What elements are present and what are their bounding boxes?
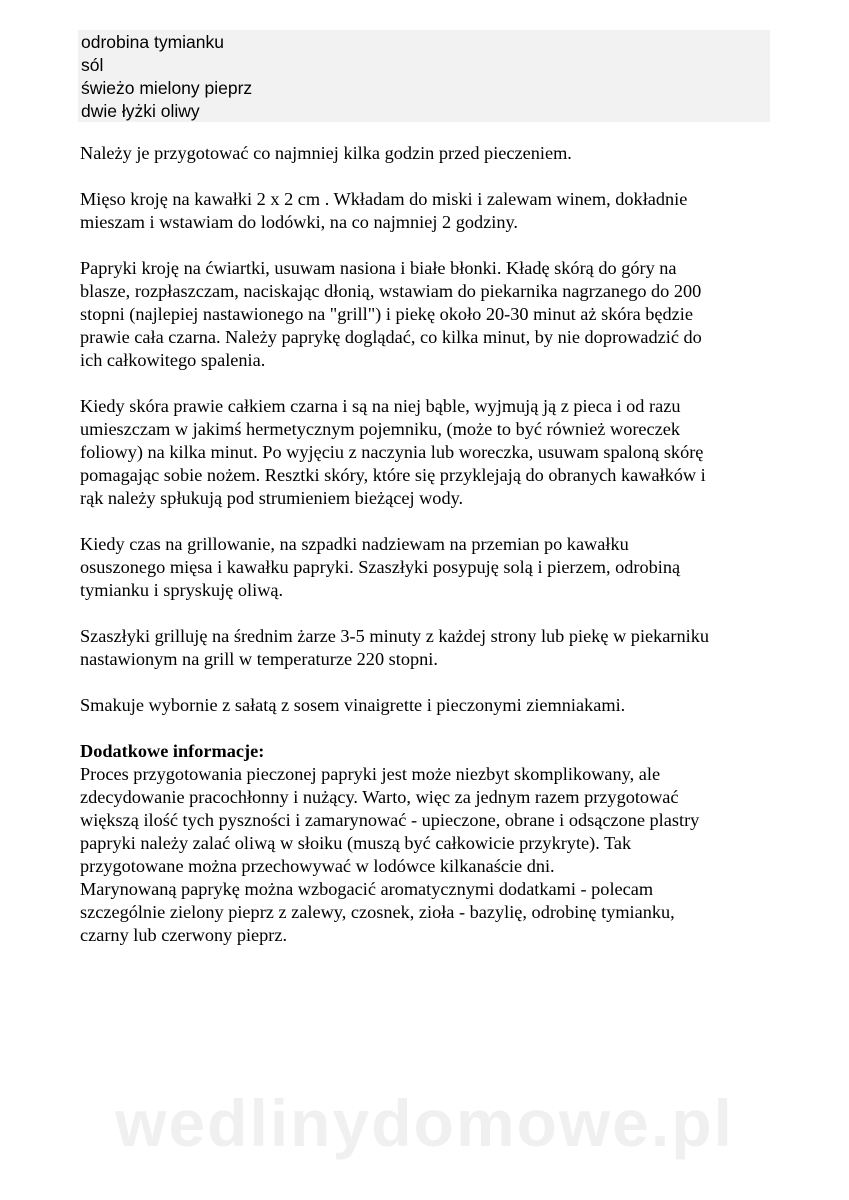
additional-info: Dodatkowe informacje: Proces przygotowania pieczonej papryki jest może niezbyt skomplikowany, ale zdecydowanie pracochłonny i nużący. Warto, więc za jednym razem przygotować większą ilość tych pyszności i zamarynować - upieczone, obrane i odsączone plastry papryki należy zalać oliwą w słoiku (muszą być całkowicie przykryte). Tak przygotowane można przechowywać w lodówce kilkanaście dni. Marynowaną paprykę można wzbogacić aromatycznymi dodatkami - polecam szczególnie zielony pieprz z zalewy, czosnek, zioła - bazylię, odrobinę tymianku, czarny lub czerwony pieprz.	[80, 741, 700, 945]
paragraph-skin: Kiedy skóra prawie całkiem czarna i są na niej bąble, wyjmują ją z pieca i od razu umieszczam w jakimś hermetycznym pojemniku, (może to być również woreczek foliowy) na kilka minut. Po wyjęciu z naczynia lub woreczka, usuwam spaloną skórę pomagając sobie nożem. Resztki skóry, które się przyklejają do obranych kawałków i rąk należy spłukują pod strumieniem bieżącej wody.	[80, 396, 706, 508]
ingredient-item: świeżo mielony pieprz	[81, 78, 253, 98]
additional-info-heading: Dodatkowe informacje:	[80, 741, 265, 761]
paragraph-serving: Smakuje wybornie z sałatą z sosem vinaigrette i pieczonymi ziemniakami.	[80, 695, 626, 715]
recipe-instructions	[80, 142, 780, 947]
ingredient-item: dwie łyżki oliwy	[81, 101, 200, 121]
paragraph-preparation: Należy je przygotować co najmniej kilka godzin przed pieczeniem.	[80, 143, 572, 163]
paragraph-skewers: Kiedy czas na grillowanie, na szpadki nadziewam na przemian po kawałku osuszonego mięsa i kawałku papryki. Szaszłyki posypuję solą i pierzem, odrobiną tymianku i spryskuję oliwą.	[80, 534, 681, 600]
watermark: wedlinydomowe.pl	[115, 1086, 734, 1160]
paragraph-meat: Mięso kroję na kawałki 2 x 2 cm . Wkładam do miski i zalewam winem, dokładnie mieszam i wstawiam do lodówki, na co najmniej 2 godziny.	[80, 189, 688, 232]
ingredients-list	[78, 30, 770, 122]
paragraph-peppers: Papryki kroję na ćwiartki, usuwam nasiona i białe błonki. Kładę skórą do góry na blasze, rozpłaszczam, naciskając dłonią, wstawiam do piekarnika nagrzanego do 200 stopni (najlepiej nastawionego na "grill") i piekę około 20-30 minut aż skóra będzie prawie cała czarna. Należy paprykę doglądać, co kilka minut, by nie doprowadzić do ich całkowitego spalenia.	[80, 258, 702, 370]
paragraph-grilling: Szaszłyki grilluję na średnim żarze 3-5 minuty z każdej strony lub piekę w piekarniku nastawionym na grill w temperaturze 220 stopni.	[80, 626, 709, 669]
ingredient-item: odrobina tymianku	[81, 32, 224, 52]
ingredient-item: sól	[81, 55, 104, 75]
